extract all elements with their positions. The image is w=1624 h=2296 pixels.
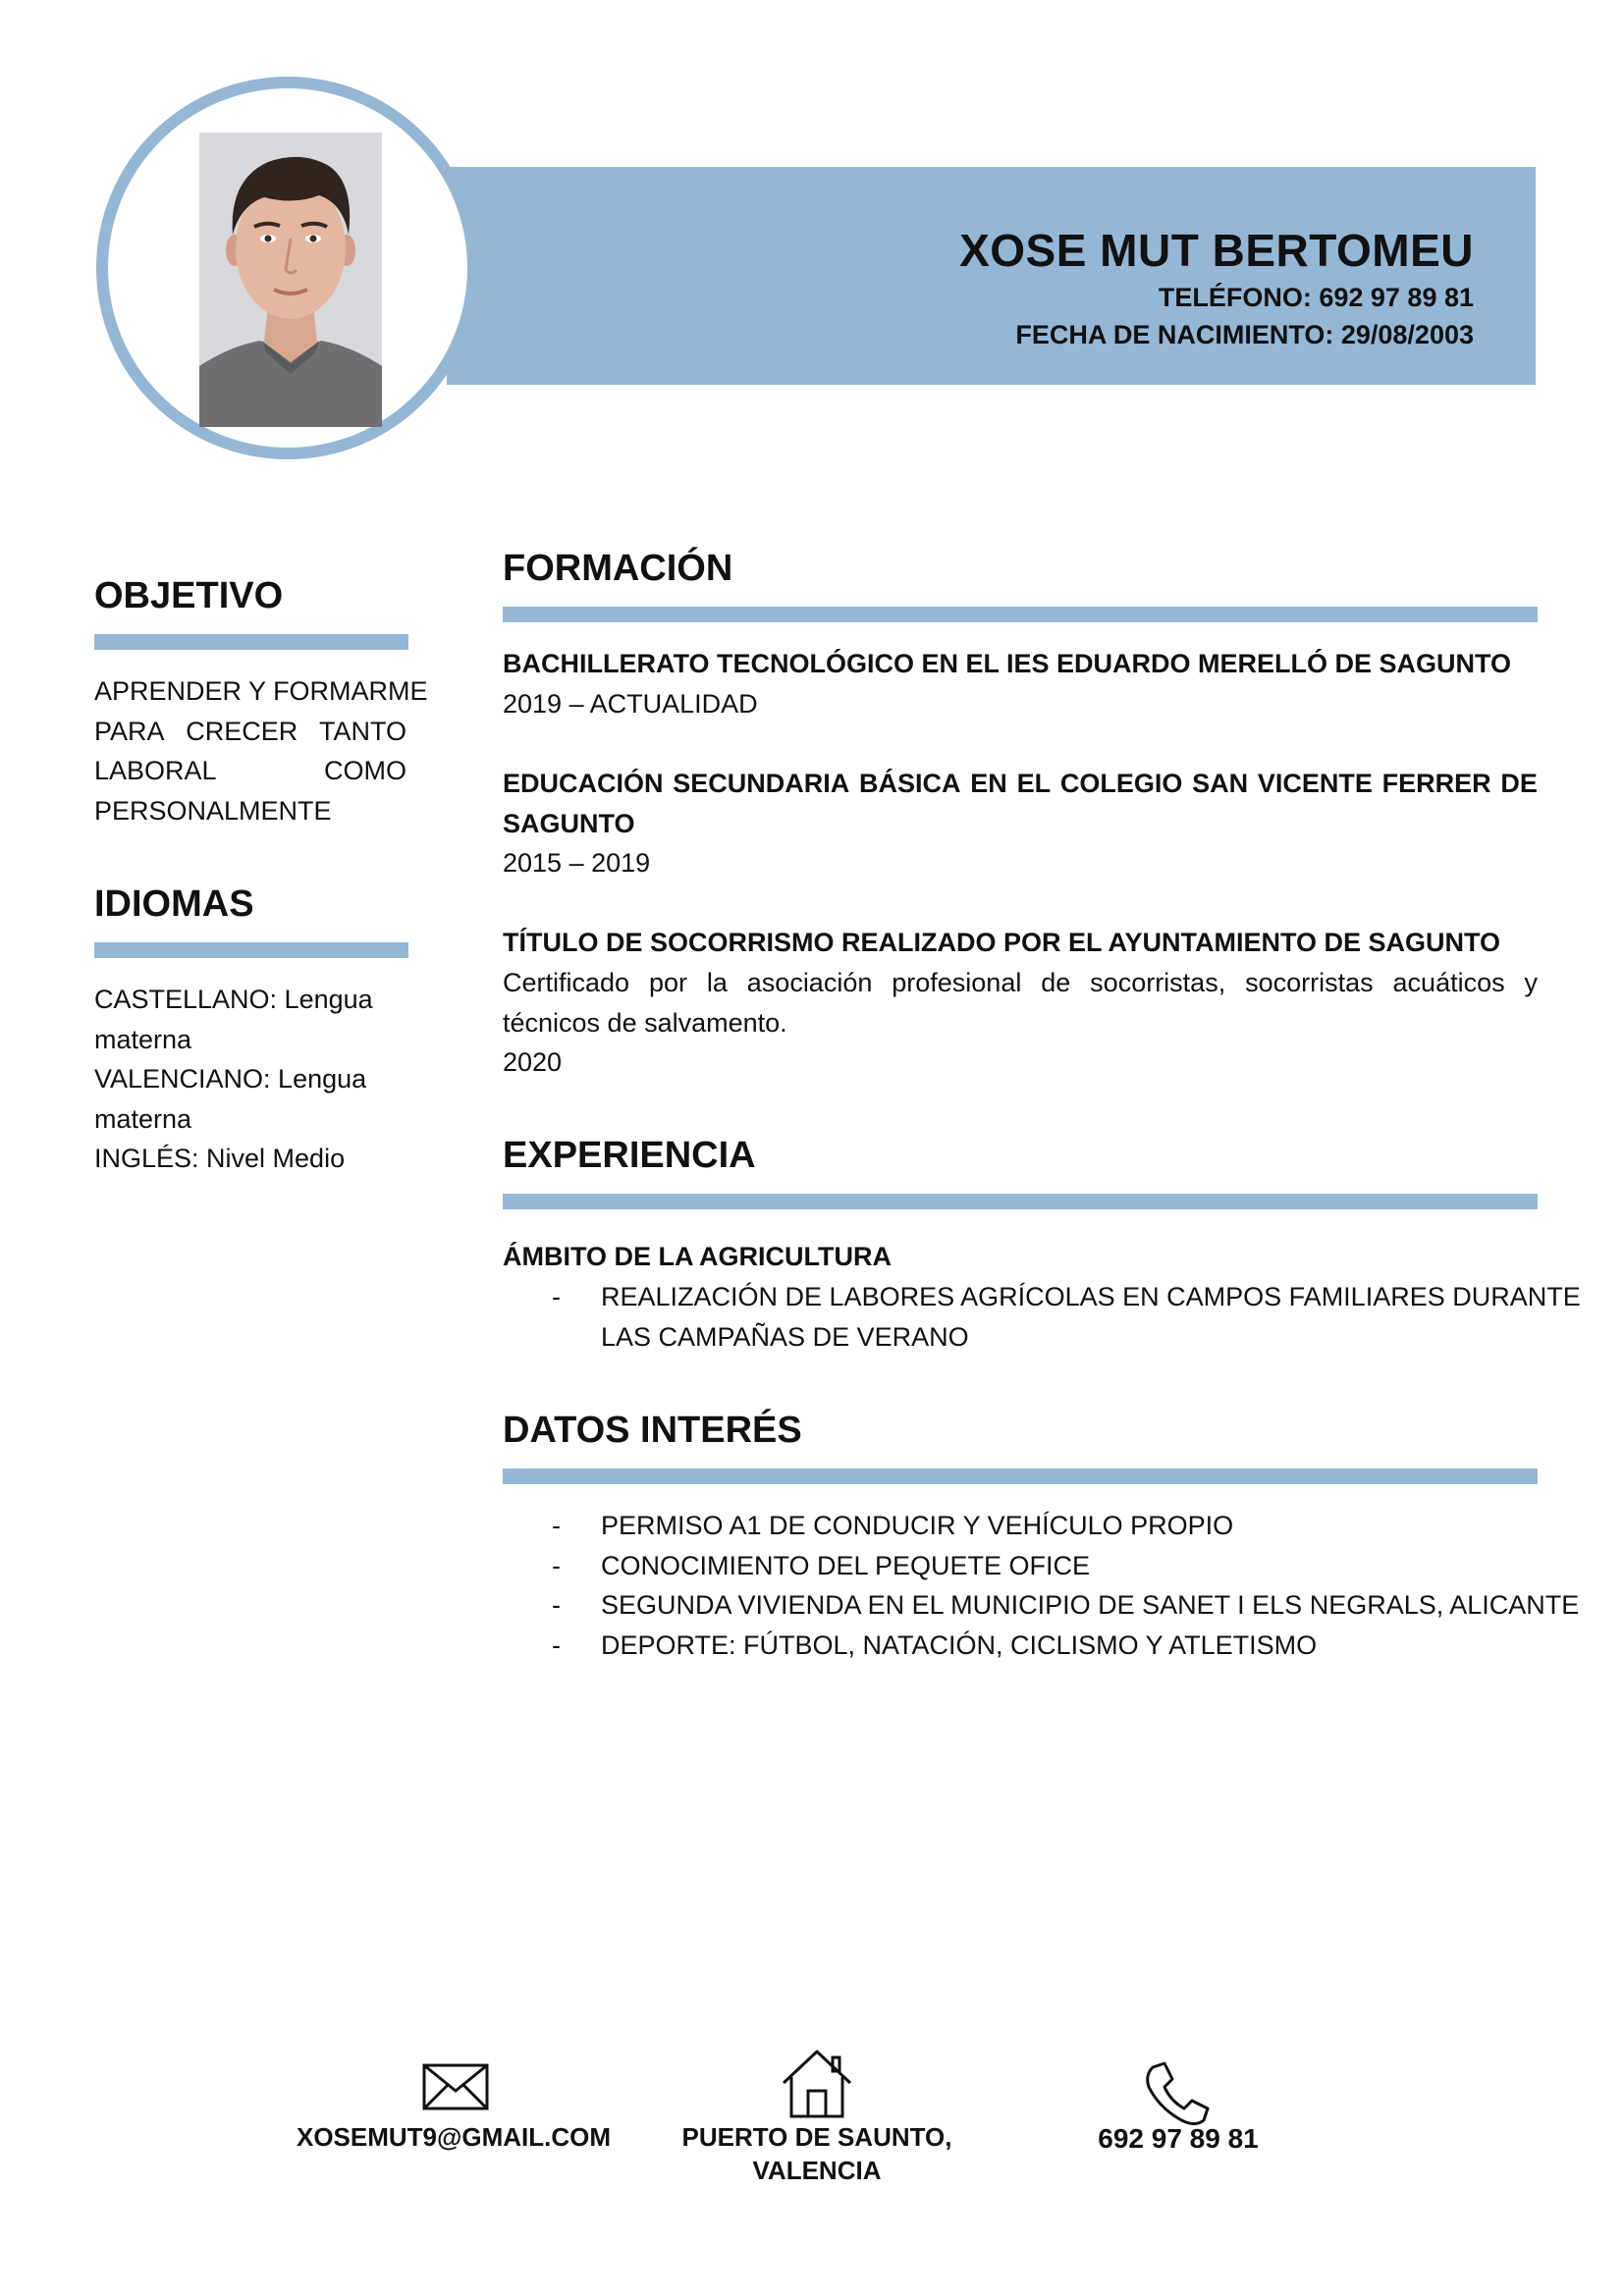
- idiomas-line: CASTELLANO: Lengua: [94, 985, 373, 1014]
- experiencia-bullet-dash: -: [552, 1282, 561, 1311]
- header-birthdate: FECHA DE NACIMIENTO: 29/08/2003: [1015, 320, 1474, 349]
- title-word: BÁSICA: [859, 769, 961, 798]
- datos-item: DEPORTE: FÚTBOL, NATACIÓN, CICLISMO Y ATLETISMO: [601, 1629, 1318, 1660]
- desc-word: por: [648, 968, 687, 997]
- objetivo-divider: [94, 634, 408, 650]
- header-phone: TELÉFONO: 692 97 89 81: [1158, 283, 1474, 312]
- objetivo-text: [94, 671, 428, 830]
- formacion-divider: [503, 607, 1538, 622]
- profile-photo: [199, 133, 382, 427]
- experiencia-item: [601, 1277, 1581, 1357]
- desc-word: socorristas,: [1090, 968, 1226, 997]
- objetivo-line: [94, 751, 406, 791]
- description-line: [503, 963, 1538, 1003]
- desc-word: la: [706, 968, 728, 997]
- footer-phone: 692 97 89 81: [1098, 2123, 1259, 2154]
- experiencia-divider: [503, 1194, 1538, 1209]
- datos-bullet-dash: -: [552, 1629, 561, 1660]
- title-word: COLEGIO: [1059, 769, 1183, 798]
- desc-word: profesional: [892, 968, 1022, 997]
- datos-divider: [503, 1468, 1538, 1484]
- title-word: SECUNDARIA: [673, 769, 850, 798]
- footer-address-line: VALENCIA: [752, 2156, 882, 2185]
- house-icon: [778, 2046, 856, 2120]
- datos-item: PERMISO A1 DE CONDUCIR Y VEHÍCULO PROPIO: [601, 1511, 1234, 1540]
- phone-icon: [1139, 2057, 1218, 2132]
- objetivo-word: APRENDER Y FORMARME: [94, 676, 428, 706]
- objetivo-word: COMO: [324, 756, 406, 785]
- title-word: FERRER: [1381, 769, 1491, 798]
- formacion-heading: FORMACIÓN: [503, 548, 733, 589]
- experiencia-heading: EXPERIENCIA: [503, 1135, 756, 1176]
- title-word: EDUCACIÓN: [503, 769, 664, 798]
- objetivo-line: [94, 671, 428, 712]
- title-word: SAN: [1192, 769, 1249, 798]
- title-word: DE: [1500, 769, 1538, 798]
- envelope-icon: [416, 2050, 495, 2124]
- idiomas-heading: IDIOMAS: [94, 883, 254, 925]
- datos-item: CONOCIMIENTO DEL PEQUETE OFICE: [601, 1550, 1091, 1580]
- formacion-entry-2-title: [503, 764, 1538, 843]
- datos-bullet-dash: -: [552, 1550, 561, 1580]
- experiencia-item-line: REALIZACIÓN DE LABORES AGRÍCOLAS EN CAMPOS FAMILIARES DURANTE: [601, 1282, 1581, 1311]
- footer-address: [682, 2120, 952, 2187]
- formacion-entry-3-description: [503, 963, 1538, 1083]
- footer-address-line: PUERTO DE SAUNTO,: [681, 2122, 952, 2152]
- formacion-entry-1-title: BACHILLERATO TECNOLÓGICO EN EL IES EDUARDO MERELLÓ DE SAGUNTO: [503, 649, 1512, 678]
- objetivo-heading: OBJETIVO: [94, 575, 284, 616]
- objetivo-word: LABORAL: [94, 756, 217, 785]
- idiomas-line: materna: [94, 1024, 192, 1054]
- title-word: EN: [970, 769, 1007, 798]
- datos-bullet-dash: -: [552, 1511, 561, 1540]
- idiomas-line: materna: [94, 1103, 192, 1134]
- idiomas-line: VALENCIANO: Lengua: [94, 1064, 367, 1094]
- formacion-entry-2-title-line: [503, 764, 1538, 804]
- idiomas-list: [94, 980, 406, 1179]
- formacion-entry-3-title: TÍTULO DE SOCORRISMO REALIZADO POR EL AYUNTAMIENTO DE SAGUNTO: [503, 928, 1501, 957]
- datos-bullet-dash: -: [552, 1590, 561, 1620]
- objetivo-word: PARA: [94, 716, 165, 746]
- candidate-name: XOSE MUT BERTOMEU: [959, 225, 1474, 276]
- experiencia-item-line: LAS CAMPAÑAS DE VERANO: [601, 1321, 969, 1352]
- footer-email: XOSEMUT9@GMAIL.COM: [296, 2122, 612, 2152]
- formacion-entry-1-dates: 2019 – ACTUALIDAD: [503, 689, 758, 719]
- formacion-entry-2-title-line: SAGUNTO: [503, 808, 635, 838]
- idiomas-divider: [94, 942, 408, 958]
- experiencia-subtitle: ÁMBITO DE LA AGRICULTURA: [503, 1242, 892, 1271]
- title-word: VICENTE: [1257, 769, 1373, 798]
- objetivo-word: CRECER: [186, 716, 298, 746]
- title-word: EL: [1016, 769, 1052, 798]
- objetivo-line: [94, 712, 406, 752]
- desc-word: acuáticos: [1392, 968, 1505, 997]
- formacion-entry-3-year: 2020: [503, 1047, 563, 1077]
- objetivo-word: PERSONALMENTE: [94, 795, 332, 826]
- objetivo-line: [94, 791, 406, 831]
- datos-heading: DATOS INTERÉS: [503, 1410, 802, 1451]
- desc-word: de: [1041, 968, 1071, 997]
- desc-word: y: [1524, 968, 1538, 997]
- formacion-entry-2-dates: 2015 – 2019: [503, 848, 651, 878]
- datos-item: SEGUNDA VIVIENDA EN EL MUNICIPIO DE SANET I ELS NEGRALS, ALICANTE: [601, 1590, 1580, 1620]
- idiomas-line: INGLÉS: Nivel Medio: [94, 1144, 346, 1173]
- desc-word: asociación: [746, 968, 873, 997]
- desc-word: socorristas: [1245, 968, 1374, 997]
- objetivo-word: TANTO: [318, 716, 406, 746]
- desc-word: Certificado: [503, 968, 630, 997]
- description-line: técnicos de salvamento.: [503, 1007, 787, 1038]
